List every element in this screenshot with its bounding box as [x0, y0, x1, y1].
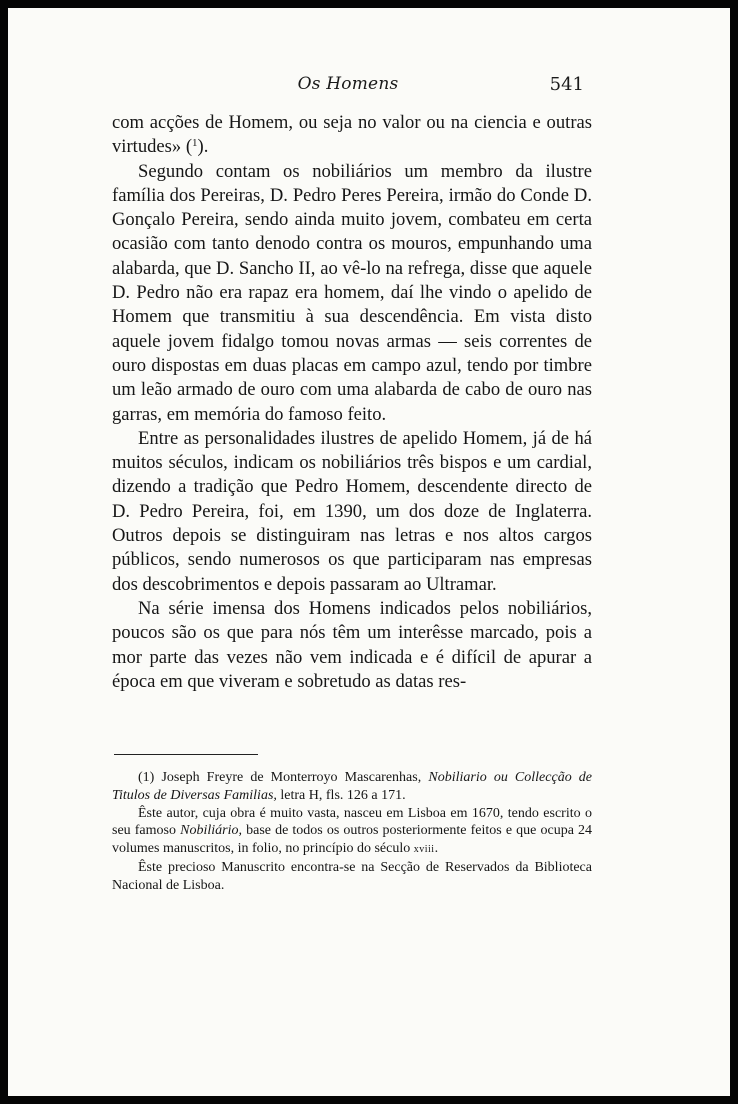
paragraph-4: Na série imensa dos Homens indicados pelos nobiliários, poucos são os que para nós têm um interêsse marcado, pois a mor parte das vezes não vem indicada e é difícil de apurar a época em que viveram e sobretudo as datas res-	[112, 597, 592, 692]
paragraph-1-end: ).	[197, 136, 209, 158]
page-number: 541	[549, 74, 584, 95]
footnote-2-end: .	[434, 841, 439, 857]
footnote-2-part1: Êste autor, cuja obra é muito vasta, nasceu em Lisboa em 1670, tendo escrito o seu famoso	[112, 805, 592, 839]
footnote-1	[112, 769, 592, 805]
footnote-divider	[114, 754, 258, 755]
paragraph-3: Entre as personalidades ilustres de apelido Homem, já de há muitos séculos, indicam os nobiliários três bispos e um cardial, dizendo a tradição que Pedro Homem, descendente directo de D. Pedro Pereira, foi, em 1390, um dos doze de Inglaterra. Outros depois se distinguiram nas letras e nos altos cargos públicos, sendo numerosos os que participaram nas empresas dos descobrimentos e depois passaram ao Ultramar.	[112, 427, 592, 595]
footnote-1-ref: letra H, fls. 126 a 171.	[280, 787, 406, 803]
footnote-2	[112, 805, 592, 859]
footnote-2-century: xviii	[413, 844, 435, 856]
main-text	[112, 111, 592, 694]
footnote-ref-1: 1	[192, 137, 198, 150]
page-header	[8, 74, 730, 98]
footnote-3: Êste precioso Manuscrito encontra-se na Secção de Reservados da Biblioteca Nacional de Lisboa.	[112, 859, 592, 893]
footnote-2-work: Nobiliário,	[180, 823, 242, 839]
paragraph-1	[112, 111, 592, 160]
paragraph-1-text: com acções de Homem, ou seja no valor ou na ciencia e outras virtudes» (	[112, 112, 592, 158]
footnote-1-work-title: Nobiliario ou Collecção de Titulos de Diversas Familias,	[112, 770, 593, 803]
footnotes	[112, 769, 592, 895]
footnote-1-author: Joseph Freyre de Monterroyo Mascarenhas,	[161, 770, 422, 785]
book-page	[8, 8, 730, 1096]
footnote-1-marker: (1)	[138, 770, 155, 785]
paragraph-2: Segundo contam os nobiliários um membro da ilustre família dos Pereiras, D. Pedro Peres Pereira, irmão do Conde D. Gonçalo Pereira, sendo ainda muito jovem, combateu em certa ocasião com tanto denodo contra os mouros, empunhando uma alabarda, que D. Sancho II, ao vê-lo na refrega, disse que aquele D. Pedro não era rapaz era homem, daí lhe vindo o apelido de Homem que transmitiu à sua descendência. Em vista disto aquele jovem fidalgo tomou novas armas — seis correntes de ouro dispostas em duas placas em campo azul, tendo por timbre um leão armado de ouro com uma alabarda de cabo de ouro nas garras, em memória do famoso feito.	[112, 160, 592, 425]
footnote-2-part2: base de todos os outros posteriormente feitos e que ocupa 24 volumes manuscritos, in folio, no princípio do século	[112, 823, 593, 857]
running-title: Os Homens	[297, 74, 399, 94]
